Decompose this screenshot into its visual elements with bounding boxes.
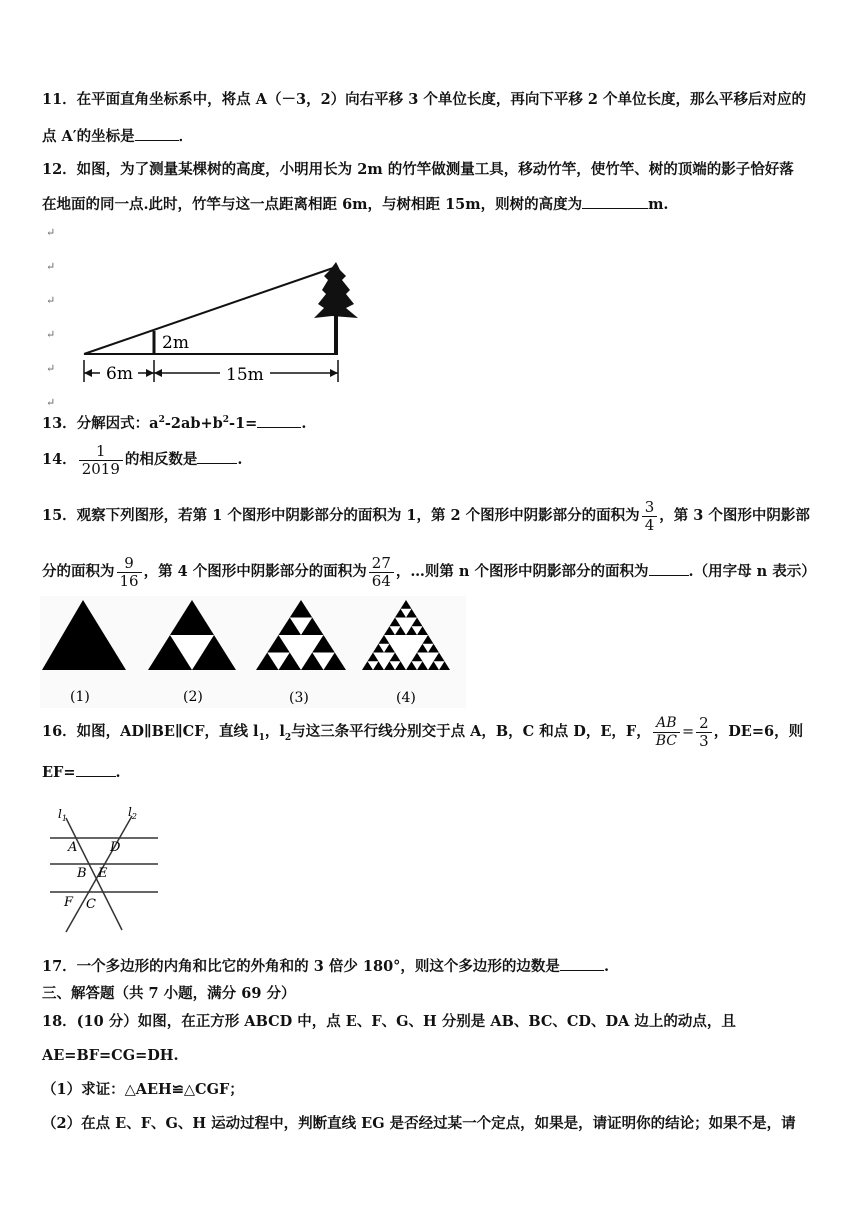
q16-line1: 16．如图，AD∥BE∥CF，直线 $l_1$，$l_2$与这三条平行线分别交于点 A，B，C 和点 D，E，F， $\frac{AB}{BC}$ = $\frac{2}{3}$ ，DE=6，则 <box>42 713 804 750</box>
pole-label: 2m <box>162 333 189 353</box>
q11-end: ． <box>178 128 194 145</box>
margin-marks: ↵ ↵ ↵ ↵ ↵ ↵ <box>46 226 56 409</box>
right-distance-label: 15m <box>226 365 264 385</box>
q18-line2: AE=BF=CG=DH. <box>42 1047 179 1064</box>
fraction: $\frac{3}{4}$ <box>642 499 658 534</box>
q15-line2: 分的面积为 $\frac{9}{16}$ ，第 4 个图形中阴影部分的面积为 $\frac{27}{64}$ ，…则第 n 个图形中阴影部分的面积为 .（用字母 n 表示） <box>42 553 816 590</box>
label-E: E <box>98 866 108 881</box>
q16-line2: EF= . <box>42 764 121 781</box>
fraction: $\frac{AB}{BC}$ <box>653 715 680 750</box>
q12-text: 在地面的同一点.此时，竹竿与这一点距离相距 6m，与树相距 15m，则树的高度为 <box>42 196 583 213</box>
q15-line1: 15．观察下列图形，若第 1 个图形中阴影部分的面积为 1，第 2 个图形中阴影部分的面积为 $\frac{3}{4}$ ，第 3 个图形中阴影部 <box>42 497 810 534</box>
q11-line1: 11．在平面直角坐标系中，将点 A（－3，2）向右平移 3 个单位长度，再向下平移 2 个单位长度，那么平移后对应的 <box>42 91 807 108</box>
figure-label-2: (2) <box>183 689 203 705</box>
answer-blank <box>649 561 689 576</box>
q14-line: 14． $\frac{1}{2019}$ 的相反数是 . <box>42 441 243 478</box>
label-l2: $l_2$ <box>128 805 137 821</box>
fraction: $\frac{27}{64}$ <box>369 555 394 590</box>
q12-unit: m. <box>648 196 669 213</box>
answer-blank <box>76 762 116 777</box>
q18-line1: 18．(10 分）如图，在正方形 ABCD 中，点 E、F、G、H 分别是 AB、BC、CD、DA 边上的动点，且 <box>42 1013 736 1030</box>
q12-line1: 12．如图，为了测量某棵树的高度，小明用长为 2m 的竹竿做测量工具，移动竹竿，使竹竿、树的顶端的影子恰好落 <box>42 161 794 178</box>
figure-label-4: (4) <box>396 690 416 706</box>
label-F: F <box>64 895 74 910</box>
line-l1 <box>66 818 122 930</box>
answer-blank <box>257 413 301 428</box>
label-A: A <box>68 840 78 855</box>
tree-icon <box>314 262 358 318</box>
figure-label-1: (1) <box>70 689 90 705</box>
sight-line <box>84 267 336 354</box>
label-l1: $l_1$ <box>58 807 67 823</box>
answer-blank <box>582 194 648 209</box>
section-title: 三、解答题（共 7 小题，满分 69 分） <box>42 985 296 1002</box>
tree-measure-figure <box>70 240 370 390</box>
q18-part2: （2）在点 E、F、G、H 运动过程中，判断直线 EG 是否经过某一个定点，如果是，请证明你的结论；如果不是，请 <box>42 1115 796 1132</box>
q13-line: 13．分解因式：$a^2-2ab+b^2-1=$ . <box>42 414 307 432</box>
parallel-lines-figure <box>44 802 166 936</box>
q18-part1: （1）求证：△AEH≌△CGF； <box>42 1081 244 1098</box>
sierpinski-figure <box>40 596 466 708</box>
answer-blank <box>135 126 179 141</box>
q11-line2 <box>42 126 828 147</box>
figure-label-3: (3) <box>289 690 309 706</box>
answer-blank <box>197 449 237 464</box>
fraction: $\frac{2}{3}$ <box>696 715 712 750</box>
q11-text: 点 A′的坐标是 <box>42 128 135 145</box>
label-C: C <box>86 897 96 912</box>
label-D: D <box>110 840 121 855</box>
answer-blank <box>560 956 604 971</box>
q12-line2 <box>42 194 828 215</box>
q17-line: 17．一个多边形的内角和比它的外角和的 3 倍少 180°，则这个多边形的边数是 . <box>42 958 609 975</box>
left-distance-label: 6m <box>106 364 133 384</box>
fraction: $\frac{1}{2019}$ <box>79 443 123 478</box>
label-B: B <box>77 866 87 881</box>
fraction: $\frac{9}{16}$ <box>117 555 142 590</box>
